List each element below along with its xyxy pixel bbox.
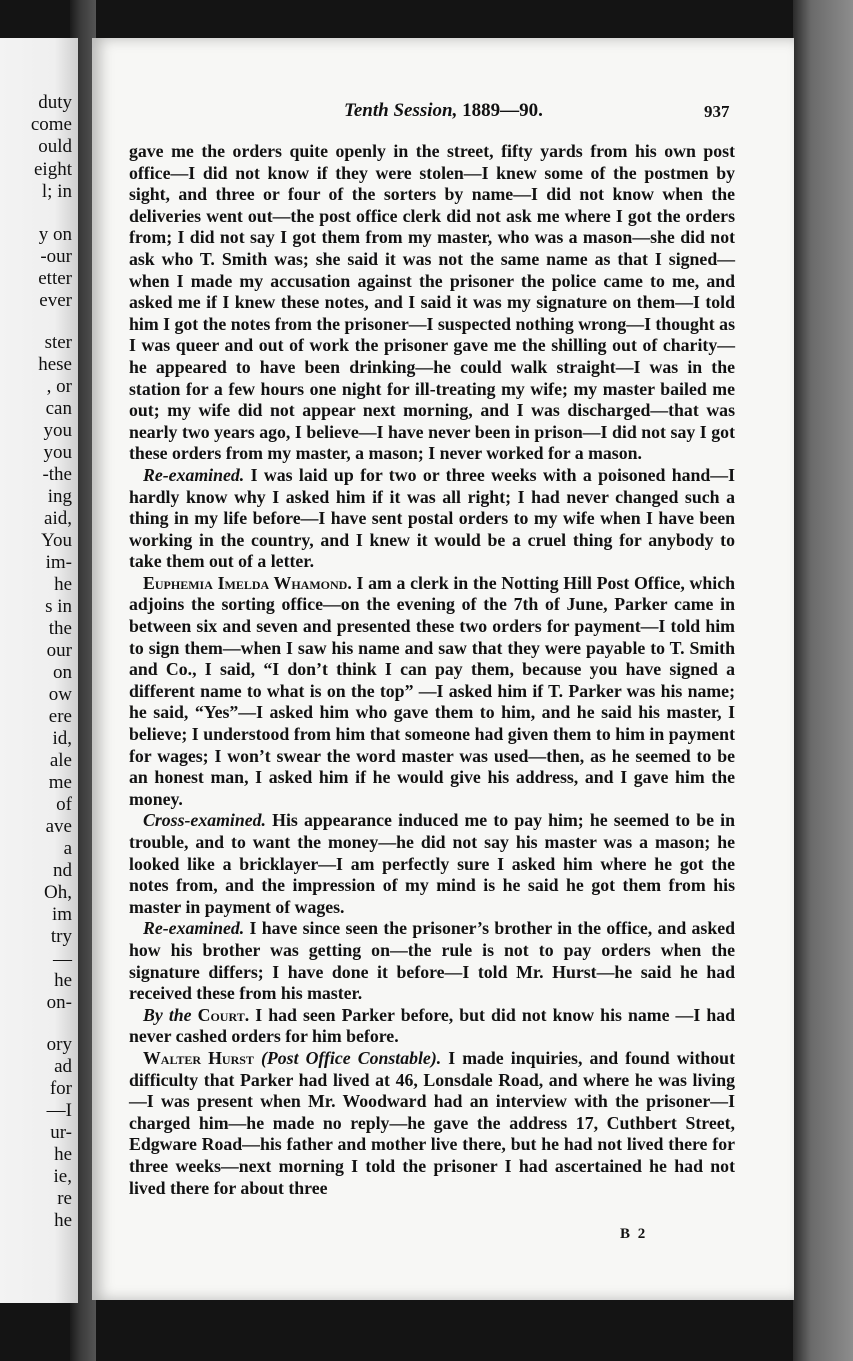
left-page-fragment: re [57,1188,72,1209]
left-page-fragment: s in [45,596,72,617]
left-page-fragment: ave [45,816,72,837]
left-page-fragment: l; in [41,181,72,202]
left-page-fragment: ere [48,706,72,727]
left-page-fragment: aid, [44,508,72,529]
left-page-fragment: you [43,420,72,441]
left-page-fragment: — [53,949,72,970]
paragraph-hurst-testimony [129,1048,735,1199]
left-page-fragment: ory [46,1034,72,1055]
left-page-fragment: Oh, [44,882,72,903]
left-page-fragment: eight [34,159,72,180]
left-page-fragment: the [48,618,72,639]
paragraph-lead: Re-examined. [143,464,245,485]
left-page-fragment: ow [48,684,72,705]
left-page-fragment: he [54,574,72,595]
paragraph-text: I made inquiries, and found without difficulty that Parker had lived at 46, Lonsdale Road, and where he was living—I was present when Mr. Woodward had an interview with the prisoner—I charged him—he made no reply—he gave the address 17, Cuthbert Street, Edgware Road—his father and mother live there, but he had not lived there for three weeks—next morning I told the prisoner I had ascertained he had not lived there for about three [129,1047,735,1198]
paragraph-cross-examined [129,810,735,918]
paragraph-lead-court: Court. [191,1004,250,1025]
paragraph-text: I am a clerk in the Notting Hill Post Office, which adjoins the sorting office—on the evening of the 7th of June, Parker came in between six and seven and presented these two orders for payment—I told him to sign them—when I saw his name and saw that they were payable to T. Smith and Co., I said, “I don’t think I can pay them, because you have signed a different name to what is on the top” —I asked him if T. Parker was his name; he said, “Yes”—I asked him who gave them to him, and he said his master, I believe; I understood from him that someone had given them to him in payment for wages; I won’t swear the word master was used—then, as he seemed to be an honest man, I asked him if he would give his address, and I gave him the money. [129,572,735,809]
witness-name: Walter Hurst [143,1047,254,1068]
paragraph-re-examined-1 [129,465,735,573]
left-page-fragment: —I [46,1100,72,1121]
left-page-fragment: our [46,640,72,661]
paragraph-continued-testimony: gave me the orders quite openly in the street, fifty yards from his own post office—I did not know if they were stolen—I knew some of the postmen by sight, and three or four of the sorters by name—I did not know when the deliveries went out—the post office clerk did not ask me where I got the orders from; I did not say I got them from my master, who was a mason—she did not ask who T. Smith was; she said it was not the same name as that I signed—when I made my accusation against the prisoner the police came to me, and asked me if I knew these notes, and I said it was my signature on them—I told him I got the notes from the prisoner—I suspected nothing wrong—I thought as I was queer and out of work the prisoner gave me the shilling out of charity—he appeared to have been drinking—he could walk straight—I was in the station for a few hours one night for ill-treating my wife; my master bailed me out; my wife did not appear next morning, and I was discharged—that was nearly two years ago, I believe—I have never been in prison—I did not say I got these orders from my master, a mason; I never worked for a mason. [129,141,735,464]
left-page-fragment: ster [44,332,72,353]
witness-name: Euphemia Imelda Whamond. [143,572,352,593]
left-page-fragment: im- [45,552,72,573]
paragraph-text: His appearance induced me to pay him; he seemed to be in trouble, and to want the money—he did not say his master was a mason; he looked like a bricklayer—I am perfectly sure I asked him where he got the notes from, and the impression of my mind is he said he got them from his master in payment of wages. [129,810,735,917]
left-page-fragment: y on [38,224,72,245]
left-page-fragment: me [48,772,72,793]
left-page-fragment: ever [39,290,72,311]
paragraph-re-examined-2 [129,918,735,1004]
left-page-fragment: can [45,398,72,419]
paragraph-whamond-testimony [129,573,735,811]
left-page-fragment: he [54,970,72,991]
left-page-fragment: im [51,904,72,925]
left-page-fragment: a [63,838,72,859]
left-page-fragment: id, [52,728,72,749]
left-page-fragment: ing [47,486,72,507]
paragraph-text: I had seen Parker before, but did not know his name —I had never cashed orders for him before. [129,1004,735,1047]
left-page-fragment: you [43,442,72,463]
paragraph-lead: Cross-examined. [143,810,266,831]
left-page-fragment: ur- [50,1122,72,1143]
left-page-fragment: he [54,1210,72,1231]
left-page-fragment: come [30,114,72,135]
signature-mark: B 2 [620,1226,648,1242]
left-page-fragment: You [41,530,72,551]
left-page-fragment: of [56,794,72,815]
running-head-session: Tenth Session, [344,100,458,121]
left-page-fragment: hese [38,354,72,375]
left-page-fragment: ie, [53,1166,72,1187]
left-page-fragment: try [50,926,72,947]
running-head-years: 1889—90. [457,100,543,121]
left-page-edge [0,38,78,1303]
left-page-fragment: ale [49,750,72,771]
page-header [92,100,794,130]
left-page-fragment: etter [38,268,72,289]
left-page-fragment: ould [38,136,72,157]
left-page-fragment: on- [46,992,72,1013]
left-page-fragment: -the [42,464,72,485]
witness-role: (Post Office Constable). [253,1047,442,1068]
paragraph-lead: By the [143,1004,192,1025]
paragraph-by-the-court [129,1005,735,1048]
paragraph-lead: Re-examined. [143,918,245,939]
left-page-fragment: duty [38,92,72,113]
left-page-fragment: , or [46,376,72,397]
paragraph-text: I was laid up for two or three weeks with a poisoned hand—I hardly know why I asked him if it was all right; I had never changed such a thing in my life before—I have sent postal orders to my wife when I have been working in the country, and I knew it would be a cruel thing for anybody to take them out of a letter. [129,464,735,572]
running-head [344,100,543,122]
left-page-fragment: for [49,1078,72,1099]
page-body [129,141,735,1199]
left-page-fragment: nd [53,860,72,881]
left-page-fragment: he [54,1144,72,1165]
left-page-fragment: -our [40,246,72,267]
paragraph-text: I have since seen the prisoner’s brother in the office, and asked how his brother was getting on—the rule is not to pay orders when the signature differs; I have done it before—I told Mr. Hurst—he said he had received these from his master. [129,918,735,1004]
scan-right-edge [793,0,853,1361]
left-page-fragment: on [53,662,72,683]
left-page-fragment: ad [54,1056,72,1077]
page-number: 937 [704,102,730,121]
book-page [92,38,794,1300]
